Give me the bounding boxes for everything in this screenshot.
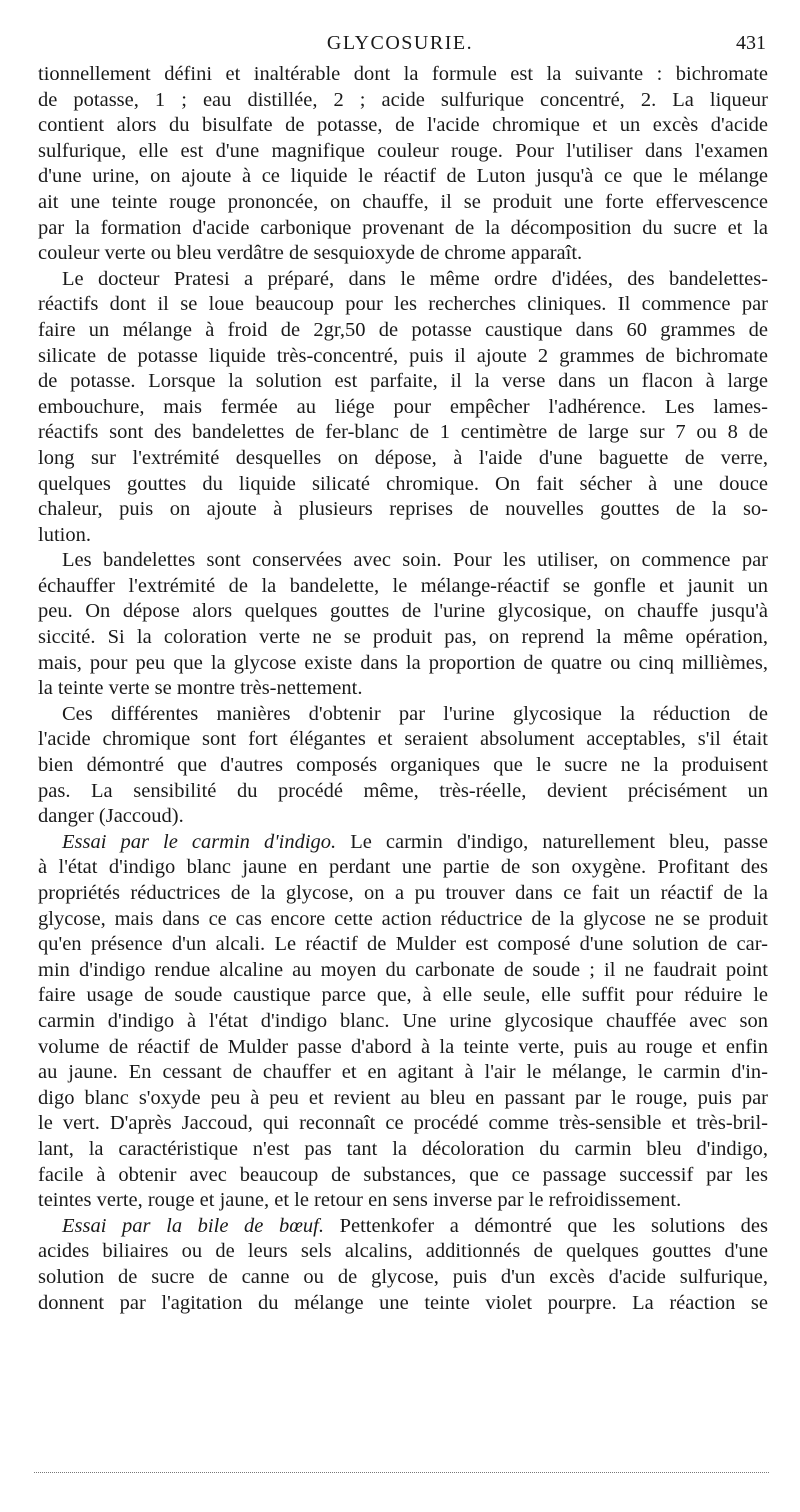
text-line: Ces différentes manières d'obtenir par l'urine glycosique la réduction de [62, 702, 768, 725]
text-line: couleur verte ou bleu verdâtre de sesquioxyde de chrome apparaît. [38, 242, 583, 265]
text-line: de potasse. Lorsque la solution est parfaite, il la verse dans un flacon à large [38, 370, 768, 393]
text-line: glycose, mais dans ce cas encore cette action réductrice de la glycose ne se produit [38, 907, 768, 930]
text-line: long sur l'extrémité desquelles on dépose, à l'aide d'une baguette de verre, [38, 446, 768, 469]
text-line: sulfurique, elle est d'une magnifique couleur rouge. Pour l'utiliser dans l'examen [38, 139, 768, 162]
text-line: peu. On dépose alors quelques gouttes de l'urine glycosique, on chauffe jusqu'à [38, 600, 768, 623]
text-line: par la formation d'acide carbonique provenant de la décomposition du sucre et la [38, 216, 768, 239]
paragraph [38, 62, 768, 267]
text-line: Le docteur Pratesi a préparé, dans le même ordre d'idées, des bandelettes- [62, 267, 768, 290]
text-line: contient alors du bisulfate de potasse, de l'acide chromique et un excès d'acide [38, 114, 768, 137]
page-number: 431 [736, 32, 766, 54]
paragraph [38, 830, 768, 1214]
text-line: à l'état d'indigo blanc jaune en perdant une partie de son oxygène. Profitant des [38, 856, 768, 879]
text-line: embouchure, mais fermée au liége pour empêcher l'adhérence. Les lames- [38, 395, 768, 418]
paragraph [38, 702, 768, 830]
text-line: min d'indigo rendue alcaline au moyen du carbonate de soude ; il ne faudrait point [38, 958, 768, 981]
text-line: d'une urine, on ajoute à ce liquide le réactif de Luton jusqu'à ce que le mélange [38, 165, 768, 188]
text-line: bien démontré que d'autres composés organiques que le sucre ne la produisent [38, 754, 768, 777]
text-line: carmin d'indigo à l'état d'indigo blanc. Une urine glycosique chauffée avec son [38, 1009, 768, 1032]
text-line: échauffer l'extrémité de la bandelette, le mélange-réactif se gonfle et jaunit un [38, 574, 768, 597]
text-line: pas. La sensibilité du procédé même, très-réelle, devient précisément un [38, 779, 768, 802]
running-title: GLYCOSURIE. [326, 32, 474, 54]
text-line [38, 830, 768, 856]
text-line: Les bandelettes sont conservées avec soin. Pour les utiliser, on commence par [62, 549, 768, 572]
text-line: faire un mélange à froid de 2gr,50 de potasse caustique dans 60 grammes de [38, 318, 768, 341]
text-line: silicate de potasse liquide très-concentré, puis il ajoute 2 grammes de bichromate [38, 344, 768, 367]
text-line: l'acide chromique sont fort élégantes et seraient absolument acceptables, s'il était [38, 728, 768, 751]
text-line: de potasse, 1 ; eau distillée, 2 ; acide sulfurique concentré, 2. La liqueur [38, 88, 768, 111]
text-line: le vert. D'après Jaccoud, qui reconnaît ce procédé comme très-sensible et très-bril- [38, 1112, 768, 1135]
text-line: lution. [38, 523, 91, 546]
text-line: solution de sucre de canne ou de glycose, puis d'un excès d'acide sulfurique, [38, 1265, 768, 1288]
text-line: chaleur, puis on ajoute à plusieurs reprises de nouvelles gouttes de la so- [38, 498, 768, 521]
text-line: la teinte verte se montre très-nettement. [38, 677, 363, 700]
paragraph [38, 267, 768, 549]
text-line: réactifs dont il se loue beaucoup pour les recherches cliniques. Il commence par [38, 293, 768, 316]
text-line [38, 1214, 768, 1240]
text-line: faire usage de soude caustique parce que, à elle seule, elle suffit pour réduire le [38, 984, 768, 1007]
text-line: siccité. Si la coloration verte ne se produit pas, on reprend la même opération, [38, 626, 768, 649]
text-line: facile à obtenir avec beaucoup de substances, que ce passage successif par les [38, 1163, 768, 1186]
text-line: acides biliaires ou de leurs sels alcalins, additionnés de quelques gouttes d'une [38, 1240, 768, 1263]
section-heading-italic: Essai par la bile de bœuf. [62, 1214, 324, 1237]
text-line: ait une teinte rouge prononcée, on chauffe, il se produit une forte effervescence [38, 190, 768, 213]
text-line: lant, la caractéristique n'est pas tant la décoloration du carmin bleu d'indigo, [38, 1137, 768, 1160]
text-line: teintes verte, rouge et jaune, et le retour en sens inverse par le refroidissement. [38, 1189, 682, 1212]
text-line: danger (Jaccoud). [38, 805, 184, 828]
text-line: donnent par l'agitation du mélange une teinte violet pourpre. La réaction se [38, 1291, 768, 1314]
text-line: qu'en présence d'un alcali. Le réactif de Mulder est composé d'une solution de car- [38, 933, 768, 956]
text-run: Le carmin d'indigo, naturellement bleu, passe [336, 830, 768, 853]
text-line: propriétés réductrices de la glycose, on a pu trouver dans ce fait un réactif de la [38, 882, 768, 904]
text-line: volume de réactif de Mulder passe d'abord à la teinte verte, puis au rouge et enfin [38, 1035, 768, 1058]
footer-dotted-rule [34, 1472, 769, 1473]
text-line: digo blanc s'oxyde peu à peu et revient au bleu en passant par le rouge, puis par [38, 1086, 768, 1109]
section-heading-italic: Essai par le carmin d'indigo. [62, 830, 337, 853]
paragraph [38, 548, 768, 702]
text-line: réactifs sont des bandelettes de fer-blanc de 1 centimètre de large sur 7 ou 8 de [38, 421, 768, 444]
text-line: au jaune. En cessant de chauffer et en agitant à l'air le mélange, le carmin d'in- [38, 1061, 768, 1084]
body-text [38, 62, 768, 1316]
text-line: tionnellement défini et inaltérable dont la formule est la suivante : bichromate [38, 63, 768, 85]
paragraph [38, 1214, 768, 1316]
running-header [0, 30, 800, 60]
text-line: mais, pour peu que la glycose existe dans la proportion de quatre ou cinq millièmes, [38, 651, 768, 674]
text-run: Pettenkofer a démontré que les solutions des [323, 1214, 768, 1237]
text-line: quelques gouttes du liquide silicaté chromique. On fait sécher à une douce [38, 472, 768, 495]
